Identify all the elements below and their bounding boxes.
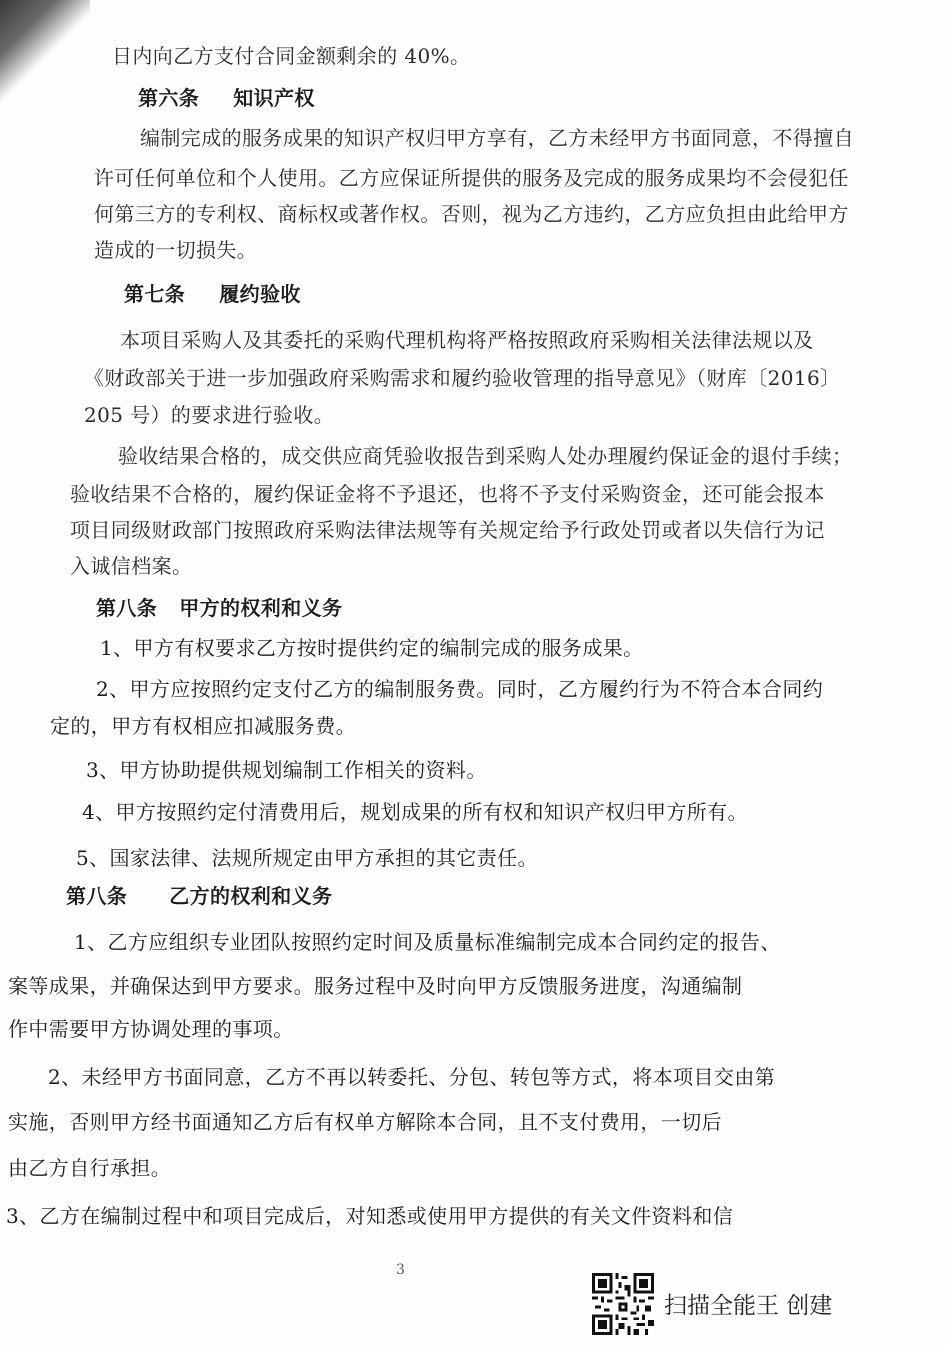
text-line: 4、甲方按照约定付清费用后，规划成果的所有权和知识产权归甲方所有。 — [82, 800, 748, 824]
article-title: 履约验收 — [219, 282, 301, 306]
article-6-heading — [138, 86, 315, 110]
article-8a-heading — [96, 596, 342, 620]
article-title: 甲方的权利和义务 — [179, 596, 343, 620]
text-line: 由乙方自行承担。 — [8, 1156, 172, 1180]
text-line: 3、甲方协助提供规划编制工作相关的资料。 — [86, 758, 487, 782]
text-line: 定的，甲方有权相应扣减服务费。 — [50, 714, 356, 738]
text-line: 3、乙方在编制过程中和项目完成后，对知悉或使用甲方提供的有关文件资料和信 — [6, 1204, 734, 1228]
text-line: 实施，否则甲方经书面通知乙方后有权单方解除本合同，且不支付费用，一切后 — [8, 1110, 722, 1134]
qr-code-icon — [592, 1273, 654, 1335]
text-line: 许可任何单位和个人使用。乙方应保证所提供的服务及完成的服务成果均不会侵犯任 — [94, 166, 849, 190]
text-line: 1、乙方应组织专业团队按照约定时间及质量标准编制完成本合同约定的报告、 — [74, 930, 781, 954]
text-line: 2、甲方应按照约定支付乙方的编制服务费。同时，乙方履约行为不符合本合同约 — [96, 677, 824, 701]
text-line: 案等成果，并确保达到甲方要求。服务过程中及时向甲方反馈服务进度，沟通编制 — [8, 974, 743, 998]
text-line: 验收结果不合格的，履约保证金将不予退还，也将不予支付采购资金，还可能会报本 — [70, 482, 825, 506]
text-line: 5、国家法律、法规所规定由甲方承担的其它责任。 — [76, 846, 538, 870]
text-line: 入诚信档案。 — [70, 554, 193, 578]
text-line: 何第三方的专利权、商标权或著作权。否则，视为乙方违约，乙方应负担由此给甲方 — [94, 202, 849, 226]
text-line: 造成的一切损失。 — [94, 238, 258, 262]
page-number: 3 — [396, 1262, 405, 1278]
article-number: 第八条 — [96, 596, 158, 620]
text-line: 作中需要甲方协调处理的事项。 — [8, 1017, 294, 1041]
text-line: 《财政部关于进一步加强政府采购需求和履约验收管理的指导意见》（财库〔2016〕 — [84, 366, 841, 390]
text-line: 本项目采购人及其委托的采购代理机构将严格按照政府采购相关法律法规以及 — [120, 328, 814, 352]
text-line: 编制完成的服务成果的知识产权归甲方享有，乙方未经甲方书面同意，不得擅自 — [140, 126, 854, 150]
article-title: 知识产权 — [233, 86, 315, 110]
text-line: 项目同级财政部门按照政府采购法律法规等有关规定给予行政处罚或者以失信行为记 — [70, 518, 825, 542]
article-title: 乙方的权利和义务 — [169, 884, 333, 908]
text-line: 日内向乙方支付合同金额剩余的 40%。 — [112, 44, 471, 68]
text-line: 2、未经甲方书面同意，乙方不再以转委托、分包、转包等方式，将本项目交由第 — [48, 1065, 776, 1089]
text-line: 验收结果合格的，成交供应商凭验收报告到采购人处办理履约保证金的退付手续； — [118, 444, 853, 468]
scan-shadow — [0, 0, 90, 110]
article-number: 第七条 — [124, 282, 186, 306]
text-line: 1、甲方有权要求乙方按时提供约定的编制完成的服务成果。 — [100, 636, 644, 660]
scanner-watermark-label: 扫描全能王 创建 — [664, 1293, 833, 1319]
article-number: 第八条 — [66, 884, 128, 908]
article-7-heading — [124, 282, 301, 306]
article-8b-heading — [66, 884, 332, 908]
text-line: 205 号）的要求进行验收。 — [84, 403, 335, 427]
article-number: 第六条 — [138, 86, 200, 110]
